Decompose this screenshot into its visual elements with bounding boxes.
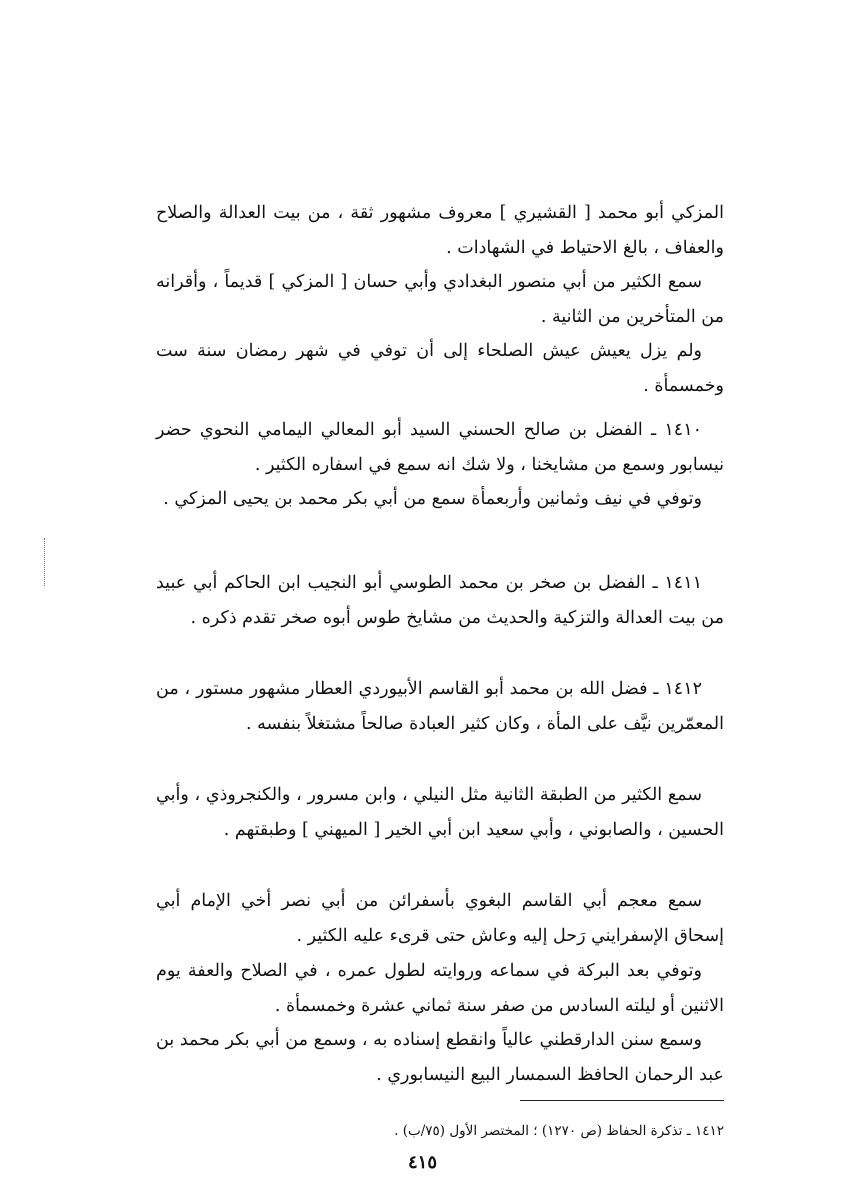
entry-1412-sunan-text: وسمع سنن الدارقطني عالياً وانقطع إسناده به ، وسمع من أبي بكر محمد بن عبد الرحمان الحافظ السمسار البيع النيسابوري . bbox=[156, 1030, 724, 1085]
paragraph-death: ولم يزل يعيش عيش الصلحاء إلى أن توفي في شهر رمضان سنة ست وخمسمأة . bbox=[156, 341, 724, 396]
paragraph-hearing: سمع الكثير من أبي منصور البغدادي وأبي حسان [ المزكي ] قديماً ، وأقرانه من المتأخرين من الثانية . bbox=[156, 272, 724, 327]
entry-1411-heading: ١٤١١ ـ الفضل بن صخر بن محمد الطوسي أبو النجيب ابن الحاكم أبي عبيد من بيت العدالة والتزكية والحديث من مشايخ طوس أبوه صخر تقدم ذكره . bbox=[156, 573, 724, 628]
entry-1412-mujam bbox=[156, 884, 724, 953]
footnote: ١٤١٢ ـ تذكرة الحفاظ (ص ١٢٧٠) ؛ المختصر الأول (٧٥/ب) . bbox=[394, 1123, 724, 1139]
entry-1411 bbox=[156, 566, 724, 635]
entry-1412-hearing bbox=[156, 778, 724, 847]
entry-1412-teachers: سمع الكثير من الطبقة الثانية مثل النيلي ، وابن مسرور ، والكنجروذي ، وأبي الحسين ، والصابوني ، وأبي سعيد ابن أبي الخير [ الميهني ] وطبقتهم . bbox=[156, 785, 724, 840]
entry-1412-death-text: وتوفي بعد البركة في سماعه وروايته لطول عمره ، في الصلاح والعفة يوم الاثنين أو ليلته السادس من صفر سنة ثماني عشرة وخمسمأة . bbox=[156, 961, 724, 1016]
page-number: ٤١٥ bbox=[407, 1152, 437, 1173]
entry-1412-sunan bbox=[156, 1023, 724, 1092]
entry-1410-heading: ١٤١٠ ـ الفضل بن صالح الحسني السيد أبو المعالي اليمامي النحوي حضر نيسابور وسمع من مشايخنا ، ولا شك انه سمع في اسفاره الكثير . bbox=[156, 420, 724, 475]
entry-1412 bbox=[156, 672, 724, 741]
paragraph-intro: المزكي أبو محمد [ القشيري ] معروف مشهور ثقة ، من بيت العدالة والصلاح والعفاف ، بالغ الاحتياط في الشهادات . bbox=[156, 203, 724, 258]
entry-1412-mujam-text: سمع معجم أبي القاسم البغوي بأسفرائن من أبي نصر أخي الإمام أبي إسحاق الإسفرايني رَحل إليه وعاش حتى قرىء عليه الكثير . bbox=[156, 891, 724, 946]
footnote-separator bbox=[520, 1100, 724, 1101]
entry-1410-death: وتوفي في نيف وثمانين وأربعمأة سمع من أبي بكر محمد بن يحيى المزكي . bbox=[163, 489, 702, 510]
entry-1410 bbox=[156, 413, 724, 517]
margin-dotted-mark bbox=[44, 538, 45, 586]
entry-continuation bbox=[156, 196, 724, 404]
entry-1412-heading: ١٤١٢ ـ فضل الله بن محمد أبو القاسم الأبيوردي العطار مشهور مستور ، من المعمّرين نيَّف على المأة ، وكان كثير العبادة صالحاً مشتغلاً بنفسه . bbox=[156, 679, 724, 734]
entry-1412-death bbox=[156, 954, 724, 1023]
